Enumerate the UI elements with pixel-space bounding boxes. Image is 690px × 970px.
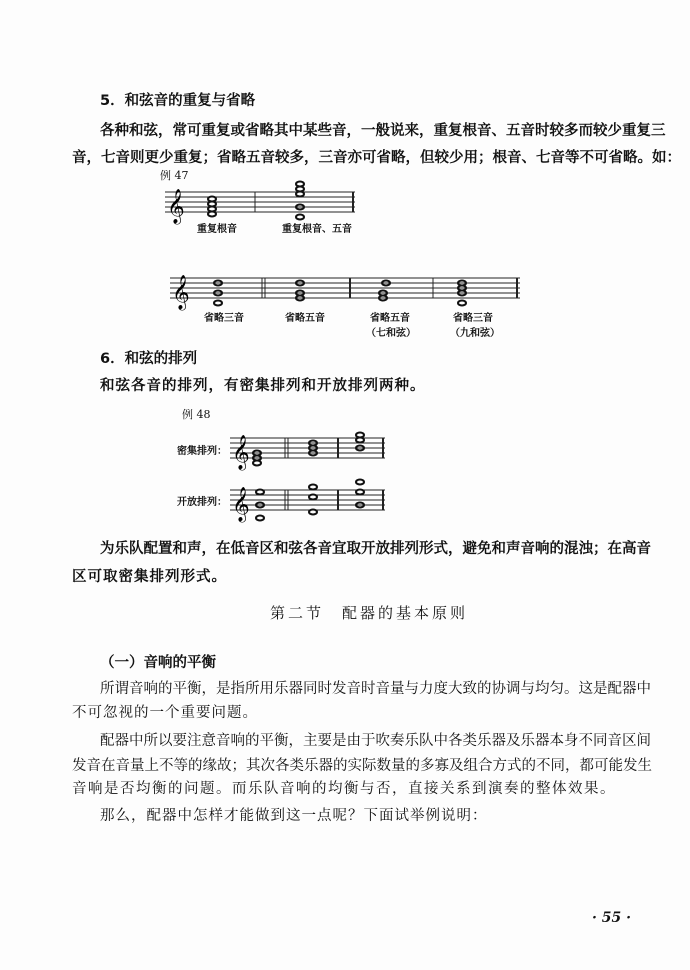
- paragraph-line: 那么，配器中怎样才能做到这一点呢？下面试举例说明：: [100, 808, 488, 824]
- example-caption: 省略五音: [370, 313, 410, 324]
- paragraph-line: 不可忽视的一个重要问题。: [72, 705, 258, 721]
- subheading: （一）音响的平衡: [100, 655, 216, 671]
- music-staff-example-47b: [170, 268, 530, 313]
- paragraph-line: 音响是否均衡的问题。而乐队音响的均衡与否，直接关系到演奏的整体效果。: [72, 781, 616, 797]
- chapter-title: 第二节 配器的基本原则: [270, 604, 469, 622]
- paragraph-line: 各种和弦，常可重复或省略其中某些音，一般说来，重复根音、五音时较多而较少重复三: [100, 123, 666, 139]
- music-staff-example-47: [165, 180, 365, 225]
- example-subcaption: （九和弦）: [450, 328, 500, 339]
- music-staff-open-position: [230, 482, 390, 527]
- section-5-heading: 5．和弦音的重复与省略: [100, 93, 256, 109]
- paragraph-line: 区可取密集排列形式。: [72, 569, 227, 585]
- page-number: · 55 ·: [592, 910, 631, 926]
- example-47-label: 例 47: [160, 169, 189, 182]
- svg-text:𝄞: 𝄞: [172, 275, 190, 310]
- svg-text:𝄞: 𝄞: [167, 189, 185, 224]
- paragraph-line: 为乐队配置和声，在低音区和弦各音宜取开放排列形式，避免和声音响的混浊；在高音: [100, 541, 651, 557]
- paragraph-line: 所谓音响的平衡，是指所用乐器同时发音时音量与力度大致的协调与均匀。这是配器中: [100, 681, 651, 697]
- row-label-open: 开放排列：: [177, 497, 227, 508]
- example-caption: 省略三音: [453, 313, 493, 324]
- music-staff-close-position: [230, 430, 390, 470]
- section-6-heading: 6．和弦的排列: [100, 351, 198, 367]
- svg-text:𝄞: 𝄞: [232, 487, 250, 522]
- example-subcaption: （七和弦）: [366, 328, 416, 339]
- row-label-close: 密集排列：: [177, 446, 227, 457]
- paragraph-line: 发音在音量上不等的缘故；其次各类乐器的实际数量的多寡及组合方式的不同，都可能发生: [72, 758, 652, 774]
- example-caption: 省略三音: [204, 313, 244, 324]
- svg-text:𝄞: 𝄞: [232, 435, 250, 470]
- example-48-label: 例 48: [182, 408, 211, 421]
- example-caption: 重复根音: [197, 224, 237, 235]
- paragraph-line: 音，七音则更少重复；省略五音较多，三音亦可省略，但较少用；根音、七音等不可省略。如：: [72, 150, 681, 166]
- example-caption: 省略五音: [285, 313, 325, 324]
- paragraph-line: 和弦各音的排列，有密集排列和开放排列两种。: [100, 378, 426, 394]
- example-caption: 重复根音、五音: [282, 224, 352, 235]
- paragraph-line: 配器中所以要注意音响的平衡，主要是由于吹奏乐队中各类乐器及乐器本身不同音区间: [100, 733, 651, 749]
